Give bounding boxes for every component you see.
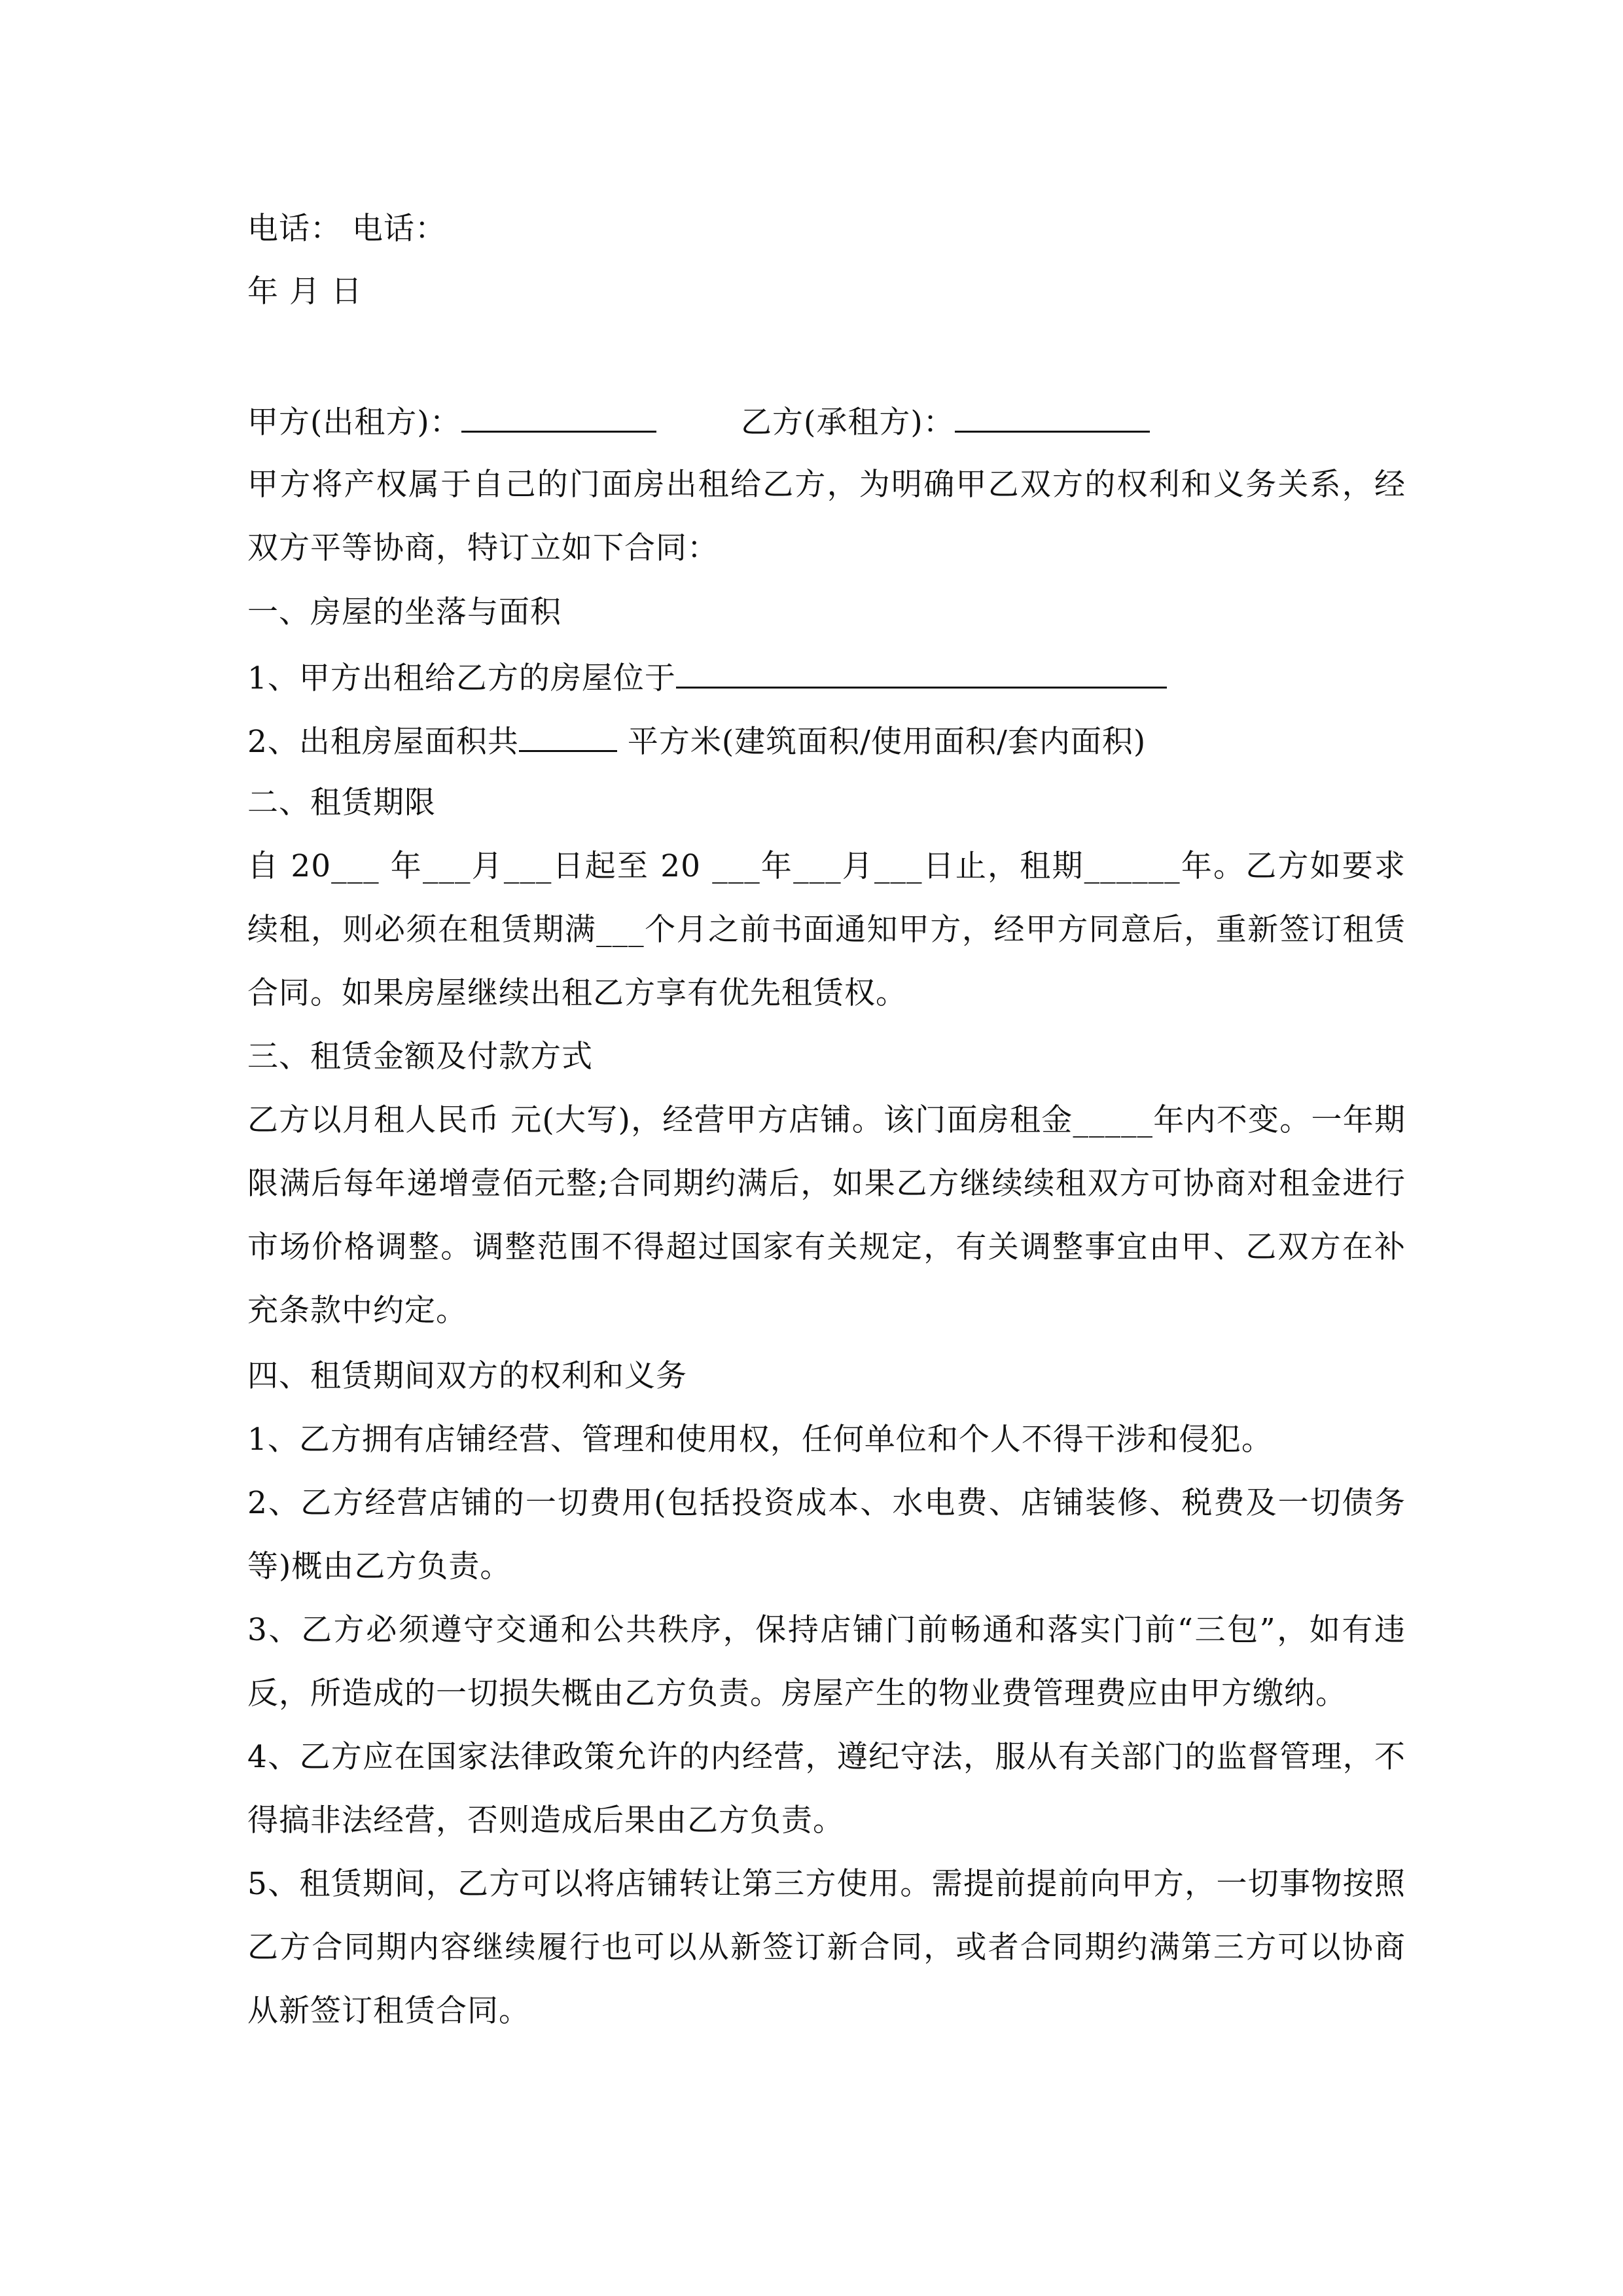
party-b-label: 乙方(承租方)： [741, 404, 955, 440]
section4-item4: 4、乙方应在国家法律政策允许的内经营，遵纪守法，服从有关部门的监督管理，不得搞非法经营，否则造成后果由乙方负责。 [247, 1739, 1406, 1839]
party-a-label: 甲方(出租方)： [247, 404, 461, 440]
party-a-line [247, 401, 656, 442]
section2-paragraph: 自 20___ 年___月___日起至 20 ___年___月___日止，租期______年。乙方如要求续租，则必须在租赁期满___个月之前书面通知甲方，经甲方同意后，重新签订租赁合同。如果房屋继续出租乙方享有优先租赁权。 [247, 848, 1406, 1011]
section4-item3: 3、乙方必须遵守交通和公共秩序，保持店铺门前畅通和落实门前“三包”，如有违反，所造成的一切损失概由乙方负责。房屋产生的物业费管理费应由甲方缴纳。 [247, 1612, 1406, 1712]
section4-item5: 5、租赁期间，乙方可以将店铺转让第三方使用。需提前提前向甲方，一切事物按照乙方合同期内容继续履行也可以从新签订新合同，或者合同期约满第三方可以协商从新签订租赁合同。 [247, 1866, 1406, 2029]
section1-item1: 1、甲方出租给乙方的房屋位于 [247, 660, 676, 696]
section2-title: 二、租赁期限 [247, 785, 436, 821]
section4-title: 四、租赁期间双方的权利和义务 [247, 1358, 687, 1394]
date-line: 年 月 日 [247, 274, 363, 310]
section1-item2-line [247, 720, 1146, 762]
section1-item1-line [247, 656, 1167, 698]
party-a-blank [461, 401, 656, 433]
section4-item2: 2、乙方经营店铺的一切费用(包括投资成本、水电费、店铺装修、税费及一切债务等)概由乙方负责。 [247, 1485, 1406, 1585]
section1-title: 一、房屋的坐落与面积 [247, 594, 562, 630]
party-b-blank [955, 401, 1150, 433]
party-b-line [741, 401, 1150, 442]
section3-title: 三、租赁金额及付款方式 [247, 1039, 593, 1075]
location-blank [676, 656, 1167, 689]
area-blank [519, 720, 617, 752]
section1-item2-b: 平方米(建筑面积/使用面积/套内面积) [616, 724, 1147, 760]
section3-paragraph: 乙方以月租人民币 元(大写)，经营甲方店铺。该门面房租金_____年内不变。一年期限满后每年递增壹佰元整;合同期约满后，如果乙方继续续租双方可协商对租金进行市场价格调整。调整范围不得超过国家有关规定，有关调整事宜由甲、乙双方在补充条款中约定。 [247, 1102, 1406, 1329]
section4-item1: 1、乙方拥有店铺经营、管理和使用权，任何单位和个人不得干涉和侵犯。 [247, 1422, 1273, 1458]
section1-item2-a: 2、出租房屋面积共 [247, 724, 519, 760]
intro-paragraph: 甲方将产权属于自己的门面房出租给乙方，为明确甲乙双方的权利和义务关系，经双方平等协商，特订立如下合同： [247, 467, 1406, 566]
phone-line: 电话： 电话： [247, 211, 446, 247]
